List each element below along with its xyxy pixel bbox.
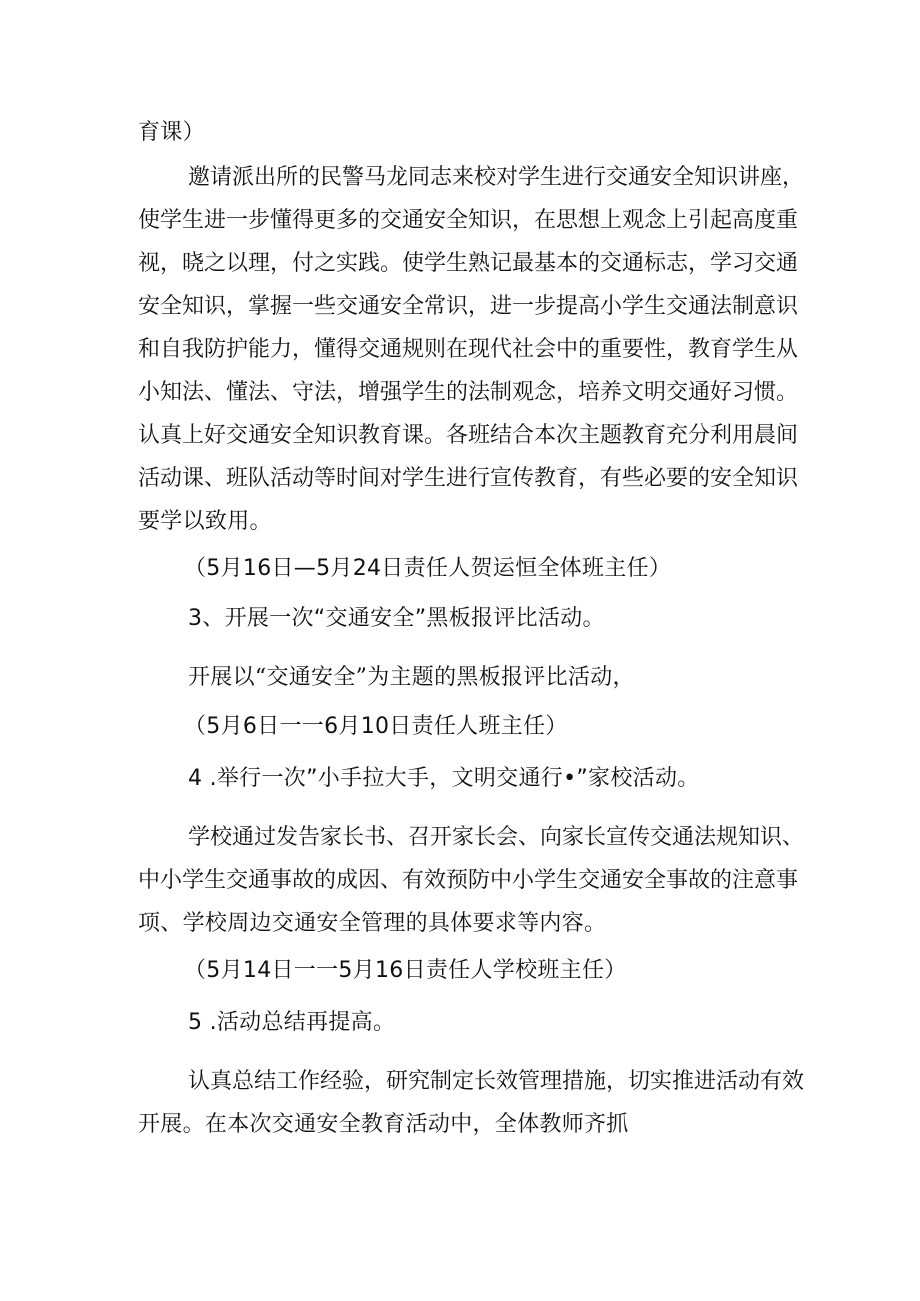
text-line: 项、学校周边交通安全管理的具体要求等内容。 (138, 911, 607, 936)
text-line: 学校通过发告家长书、召开家长会、向家长宣传交通法规知识、 (188, 825, 805, 850)
text-line: 和自我防护能力，懂得交通规则在现代社会中的重要性，教育学生从 (138, 337, 799, 362)
text-line: 开展以“交通安全”为主题的黑板报评比活动， (188, 665, 635, 690)
text-line: 认真上好交通安全知识教育课。各班结合本次主题教育充分利用晨间 (138, 423, 799, 448)
text-line: 中小学生交通事故的成因、有效预防中小学生交通安全事故的注意事 (138, 868, 799, 893)
text-line: 活动课、班队活动等时间对学生进行宣传教育，有些必要的安全知识 (138, 466, 799, 491)
text-line: 育课） (138, 120, 205, 145)
text-line: 小知法、懂法、守法，增强学生的法制观念，培养文明交通好习惯。 (138, 380, 799, 405)
schedule-line: （5月6日一一6月10日责任人班主任） (184, 714, 568, 739)
section-heading: 3、开展一次“交通安全”黑板报评比活动。 (188, 606, 605, 631)
text-line: 开展。在本次交通安全教育活动中，全体教师齐抓 (138, 1112, 629, 1137)
text-line: 邀请派出所的民警马龙同志来校对学生进行交通安全知识讲座， (188, 165, 805, 190)
section-heading: 4 .举行一次”小手拉大手，文明交通行•”家校活动。 (188, 766, 700, 791)
schedule-line: （5月14日一一5月16日责任人学校班主任） (184, 958, 627, 983)
text-line: 安全知识，掌握一些交通安全常识，进一步提高小学生交通法制意识 (138, 294, 799, 319)
text-line: 使学生进一步懂得更多的交通安全知识，在思想上观念上引起高度重 (138, 208, 799, 233)
text-line: 认真总结工作经验，研究制定长效管理措施，切实推进活动有效 (188, 1069, 805, 1094)
text-line: 要学以致用。 (138, 509, 272, 534)
section-heading: 5 .活动总结再提高。 (188, 1010, 396, 1035)
text-line: 视，晓之以理，付之实践。使学生熟记最基本的交通标志，学习交通 (138, 251, 799, 276)
schedule-line: （5月16日—5月24日责任人贺运恒全体班主任） (184, 556, 672, 581)
